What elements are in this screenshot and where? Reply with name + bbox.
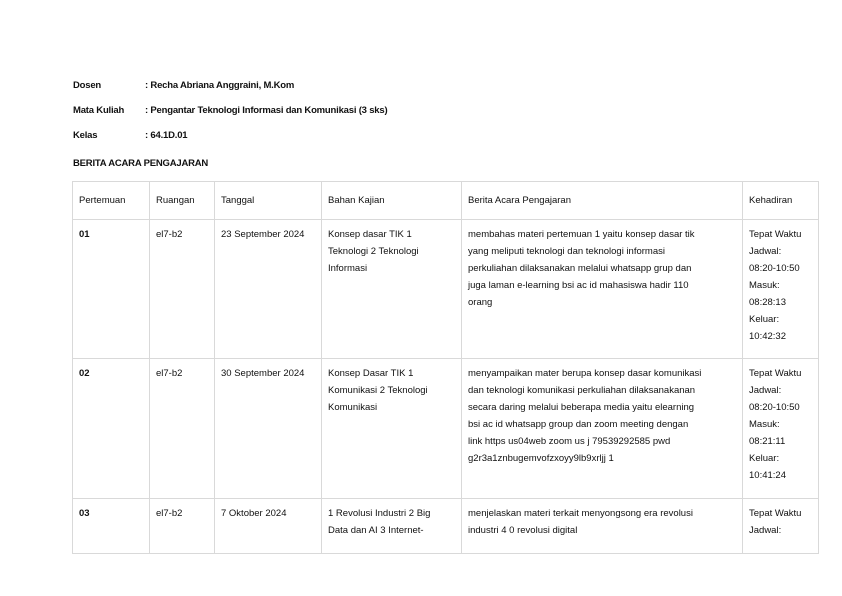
cell-line: perkuliahan dilaksanakan melalui whatsapp grup dan xyxy=(468,263,692,274)
cell-berita-acara xyxy=(462,499,743,554)
cell-tanggal: 7 Oktober 2024 xyxy=(215,499,322,554)
col-header-kehadiran: Kehadiran xyxy=(743,182,819,220)
cell-line: membahas materi pertemuan 1 yaitu konsep dasar tik xyxy=(468,229,695,240)
cell-tanggal: 30 September 2024 xyxy=(215,359,322,499)
cell-berita-acara xyxy=(462,359,743,499)
dosen-value: : Recha Abriana Anggraini, M.Kom xyxy=(145,80,295,91)
cell-pertemuan: 01 xyxy=(73,220,150,359)
cell-line: g2r3a1znbugemvofzxoyy9lb9xrljj 1 xyxy=(468,453,614,464)
cell-line: industri 4 0 revolusi digital xyxy=(468,525,578,536)
teaching-log-table xyxy=(72,181,819,554)
cell-line: Masuk: xyxy=(749,419,780,430)
cell-bahan-kajian xyxy=(322,359,462,499)
cell-line: menyampaikan mater berupa konsep dasar komunikasi xyxy=(468,368,702,379)
cell-line: 08:21:11 xyxy=(749,436,786,447)
cell-tanggal: 23 September 2024 xyxy=(215,220,322,359)
kelas-value: : 64.1D.01 xyxy=(145,130,188,141)
cell-line: link https us04web zoom us j 79539292585 pwd xyxy=(468,436,671,447)
cell-bahan-kajian xyxy=(322,220,462,359)
cell-line: secara daring melalui beberapa media yaitu elearning xyxy=(468,402,695,413)
cell-line: Jadwal: xyxy=(749,525,782,536)
table-header-row xyxy=(73,182,819,220)
cell-pertemuan: 02 xyxy=(73,359,150,499)
cell-kehadiran xyxy=(743,359,819,499)
dosen-row xyxy=(73,73,387,98)
cell-ruangan: el7-b2 xyxy=(150,499,215,554)
col-header-pertemuan: Pertemuan xyxy=(73,182,150,220)
cell-line: 10:41:24 xyxy=(749,470,786,481)
cell-pertemuan: 03 xyxy=(73,499,150,554)
cell-line: 08:20-10:50 xyxy=(749,402,800,413)
cell-ruangan: el7-b2 xyxy=(150,359,215,499)
cell-berita-acara xyxy=(462,220,743,359)
course-info xyxy=(73,73,387,148)
cell-line: bsi ac id whatsapp group dan zoom meeting dengan xyxy=(468,419,689,430)
section-title: BERITA ACARA PENGAJARAN xyxy=(73,158,209,169)
cell-line: Tepat Waktu xyxy=(749,368,802,379)
cell-line: Komunikasi 2 Teknologi xyxy=(328,385,428,396)
cell-line: 1 Revolusi Industri 2 Big xyxy=(328,508,431,519)
cell-line: Teknologi 2 Teknologi xyxy=(328,246,419,257)
col-header-berita-acara: Berita Acara Pengajaran xyxy=(462,182,743,220)
table-row xyxy=(73,499,819,554)
kelas-label: Kelas xyxy=(73,130,98,141)
cell-line: Jadwal: xyxy=(749,385,782,396)
kelas-row xyxy=(73,123,387,148)
table-row xyxy=(73,359,819,499)
cell-line: Informasi xyxy=(328,263,368,274)
dosen-label: Dosen xyxy=(73,80,102,91)
cell-line: 08:20-10:50 xyxy=(749,263,800,274)
cell-line: juga laman e-learning bsi ac id mahasiswa hadir 110 xyxy=(468,280,689,291)
col-header-tanggal: Tanggal xyxy=(215,182,322,220)
cell-line: Tepat Waktu xyxy=(749,508,802,519)
cell-line: Keluar: xyxy=(749,453,780,464)
cell-bahan-kajian xyxy=(322,499,462,554)
cell-line: 10:42:32 xyxy=(749,331,786,342)
cell-line: dan teknologi komunikasi perkuliahan dilaksanakanan xyxy=(468,385,696,396)
cell-line: Data dan AI 3 Internet- xyxy=(328,525,424,536)
cell-line: Konsep dasar TIK 1 xyxy=(328,229,412,240)
cell-line: 08:28:13 xyxy=(749,297,786,308)
cell-kehadiran xyxy=(743,220,819,359)
cell-line: yang meliputi teknologi dan teknologi informasi xyxy=(468,246,665,257)
cell-line: Keluar: xyxy=(749,314,780,325)
cell-ruangan: el7-b2 xyxy=(150,220,215,359)
col-header-bahan-kajian: Bahan Kajian xyxy=(322,182,462,220)
cell-line: Masuk: xyxy=(749,280,780,291)
matkul-row xyxy=(73,98,387,123)
col-header-ruangan: Ruangan xyxy=(150,182,215,220)
matkul-value: : Pengantar Teknologi Informasi dan Komunikasi (3 sks) xyxy=(145,105,388,116)
cell-line: Konsep Dasar TIK 1 xyxy=(328,368,414,379)
cell-line: orang xyxy=(468,297,493,308)
cell-line: Tepat Waktu xyxy=(749,229,802,240)
cell-kehadiran xyxy=(743,499,819,554)
matkul-label: Mata Kuliah xyxy=(73,105,125,116)
table-row xyxy=(73,220,819,359)
cell-line: menjelaskan materi terkait menyongsong era revolusi xyxy=(468,508,693,519)
cell-line: Komunikasi xyxy=(328,402,378,413)
cell-line: Jadwal: xyxy=(749,246,782,257)
